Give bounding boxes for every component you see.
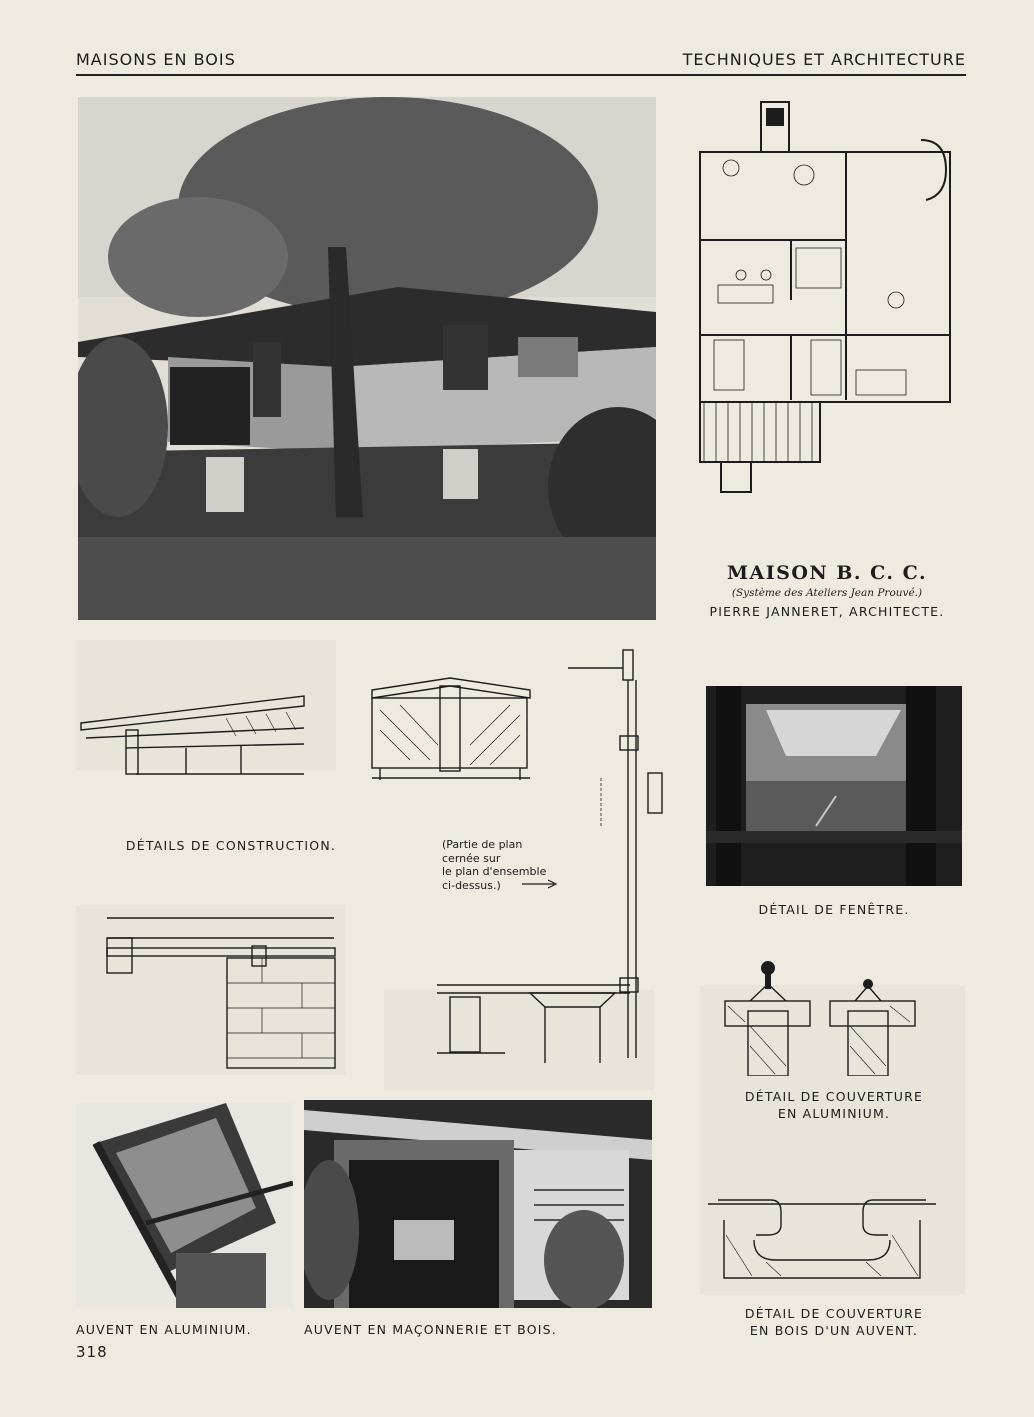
plan-corner-detail-drawing bbox=[435, 975, 635, 1065]
plan-note-line: le plan d'ensemble bbox=[442, 865, 547, 878]
running-header-left: MAISONS EN BOIS bbox=[76, 50, 236, 69]
aluminium-cover-caption bbox=[706, 1088, 962, 1122]
house-subtitle: (Système des Ateliers Jean Prouvé.) bbox=[731, 587, 923, 599]
masonry-awning-photograph bbox=[304, 1100, 652, 1308]
aluminium-cover-detail-drawing bbox=[720, 956, 920, 1076]
plan-note-line: cernée sur bbox=[442, 851, 501, 865]
architect-credit: PIERRE JANNERET, ARCHITECTE. bbox=[709, 604, 945, 619]
floor-plan-drawing bbox=[696, 100, 958, 498]
plan-note-line: ci-dessus.) bbox=[442, 878, 501, 892]
roof-edge-detail-drawing bbox=[76, 688, 311, 778]
construction-caption: DÉTAILS DE CONSTRUCTION. bbox=[125, 838, 337, 853]
aluminium-awning-caption: AUVENT EN ALUMINIUM. bbox=[76, 1322, 252, 1337]
header-rule bbox=[76, 74, 966, 76]
wood-cover-caption bbox=[706, 1305, 962, 1339]
ridge-detail-drawing bbox=[370, 670, 535, 782]
caption-line: EN ALUMINIUM. bbox=[777, 1106, 891, 1121]
masonry-awning-caption: AUVENT EN MAÇONNERIE ET BOIS. bbox=[304, 1322, 557, 1337]
running-header-right: TECHNIQUES ET ARCHITECTURE bbox=[682, 50, 966, 69]
window-photograph bbox=[706, 686, 962, 886]
house-title: MAISON B. C. C. bbox=[726, 562, 928, 584]
aluminium-awning-photograph bbox=[76, 1103, 293, 1308]
caption-line: DÉTAIL DE COUVERTURE bbox=[744, 1306, 924, 1321]
house-photograph bbox=[78, 97, 656, 620]
arrow-right-icon bbox=[522, 878, 558, 890]
floor-junction-detail-drawing bbox=[102, 908, 337, 1070]
window-caption: DÉTAIL DE FENÊTRE. bbox=[758, 902, 910, 917]
plan-note-line: (Partie de plan bbox=[442, 838, 523, 851]
caption-line: DÉTAIL DE COUVERTURE bbox=[744, 1089, 924, 1104]
page-number: 318 bbox=[76, 1343, 108, 1361]
wood-cover-detail-drawing bbox=[706, 1190, 938, 1285]
caption-line: EN BOIS D'UN AUVENT. bbox=[749, 1323, 919, 1338]
